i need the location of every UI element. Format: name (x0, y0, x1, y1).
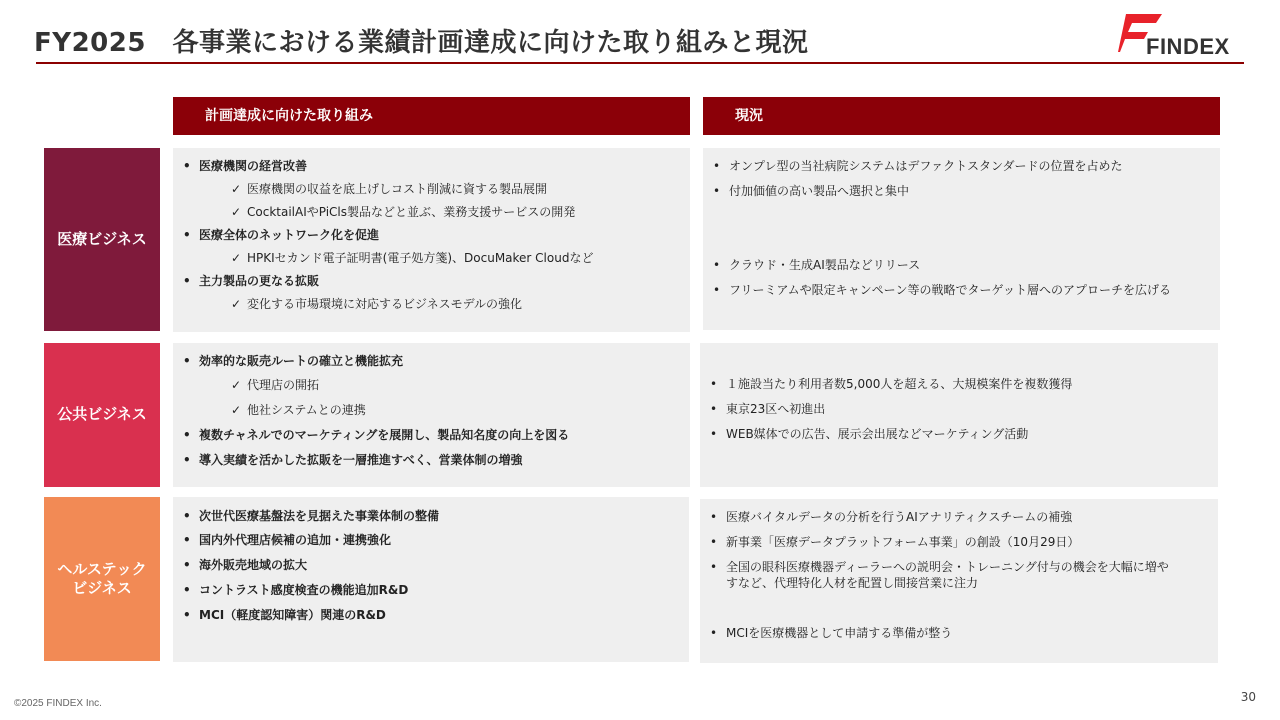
list-item: • 医療全体のネットワーク化を促進 (173, 227, 379, 243)
list-item: • 複数チャネルでのマーケティングを展開し、製品知名度の向上を図る (173, 427, 569, 443)
category-healthtech (44, 497, 160, 661)
category-public: 公共ビジネス (44, 343, 160, 487)
findex-logo (1118, 12, 1244, 58)
list-item: • 次世代医療基盤法を見据えた事業体制の整備 (173, 508, 439, 524)
list-item: ✓ CocktailAIやPiCls製品などと並ぶ、業務支援サービスの開発 (173, 204, 575, 220)
list-item: • 国内外代理店候補の追加・連携強化 (173, 532, 391, 548)
list-item: • MCIを医療機器として申請する準備が整う (700, 625, 952, 641)
list-item-line: すなど、代理特化人材を配置し間接営業に注力 (726, 576, 979, 590)
list-item: • WEB媒体での広告、展示会出展などマーケティング活動 (700, 426, 1028, 442)
list-item-line: • 全国の眼科医療機器ディーラーへの説明会・トレーニング付与の機会を大幅に増や (726, 560, 1169, 574)
list-item: • 効率的な販売ルートの確立と機能拡充 (173, 353, 403, 369)
status-column-header: 現況 (703, 97, 1220, 135)
medical-plan-panel (173, 148, 690, 332)
list-item: ✓ HPKIセカンド電子証明書(電子処方箋)、DocuMaker Cloudなど (173, 250, 593, 266)
list-item: ✓ 代理店の開拓 (173, 377, 319, 393)
list-item: • 医療機関の経営改善 (173, 158, 307, 174)
list-item: • 主力製品の更なる拡販 (173, 273, 319, 289)
list-item: • フリーミアムや限定キャンペーン等の戦略でターゲット層へのアプローチを広げる (703, 282, 1171, 298)
list-item (700, 559, 1169, 591)
logo-text: FINDEX (1146, 34, 1230, 59)
list-item: • コントラスト感度検査の機能追加R&D (173, 582, 408, 598)
list-item: • 付加価値の高い製品へ選択と集中 (703, 183, 909, 199)
category-healthtech-line2: ビジネス (72, 579, 132, 597)
plan-column-header: 計画達成に向けた取り組み (173, 97, 690, 135)
category-medical: 医療ビジネス (44, 148, 160, 331)
healthtech-status-panel (700, 499, 1218, 663)
list-item: • 海外販売地域の拡大 (173, 557, 307, 573)
category-healthtech-line1: ヘルステック (57, 559, 147, 578)
public-plan-panel (173, 343, 690, 487)
list-item: • 医療バイタルデータの分析を行うAIアナリティクスチームの補強 (700, 509, 1072, 525)
page-title: FY2025 各事業における業績計画達成に向けた取り組みと現況 (34, 28, 809, 58)
public-status-panel (700, 343, 1218, 487)
list-item: • 導入実績を活かした拡販を一層推進すべく、営業体制の増強 (173, 452, 523, 468)
list-item: ✓ 変化する市場環境に対応するビジネスモデルの強化 (173, 296, 522, 312)
list-item: • クラウド・生成AI製品などリリース (703, 257, 920, 273)
healthtech-plan-panel (173, 497, 689, 662)
medical-status-panel (703, 148, 1220, 330)
list-item: ✓ 他社システムとの連携 (173, 402, 366, 418)
title-underline (36, 62, 1244, 64)
list-item: • MCI（軽度認知障害）関連のR&D (173, 607, 386, 623)
copyright: ©2025 FINDEX Inc. (14, 698, 102, 709)
list-item: • 東京23区へ初進出 (700, 401, 825, 417)
list-item: • 新事業「医療データプラットフォーム事業」の創設（10月29日） (700, 534, 1079, 550)
page-number: 30 (1240, 690, 1256, 704)
list-item: • オンプレ型の当社病院システムはデファクトスタンダードの位置を占めた (703, 158, 1122, 174)
list-item: ✓ 医療機関の収益を底上げしコスト削減に資する製品展開 (173, 181, 547, 197)
list-item: • １施設当たり利用者数5,000人を超える、大規模案件を複数獲得 (700, 376, 1072, 392)
